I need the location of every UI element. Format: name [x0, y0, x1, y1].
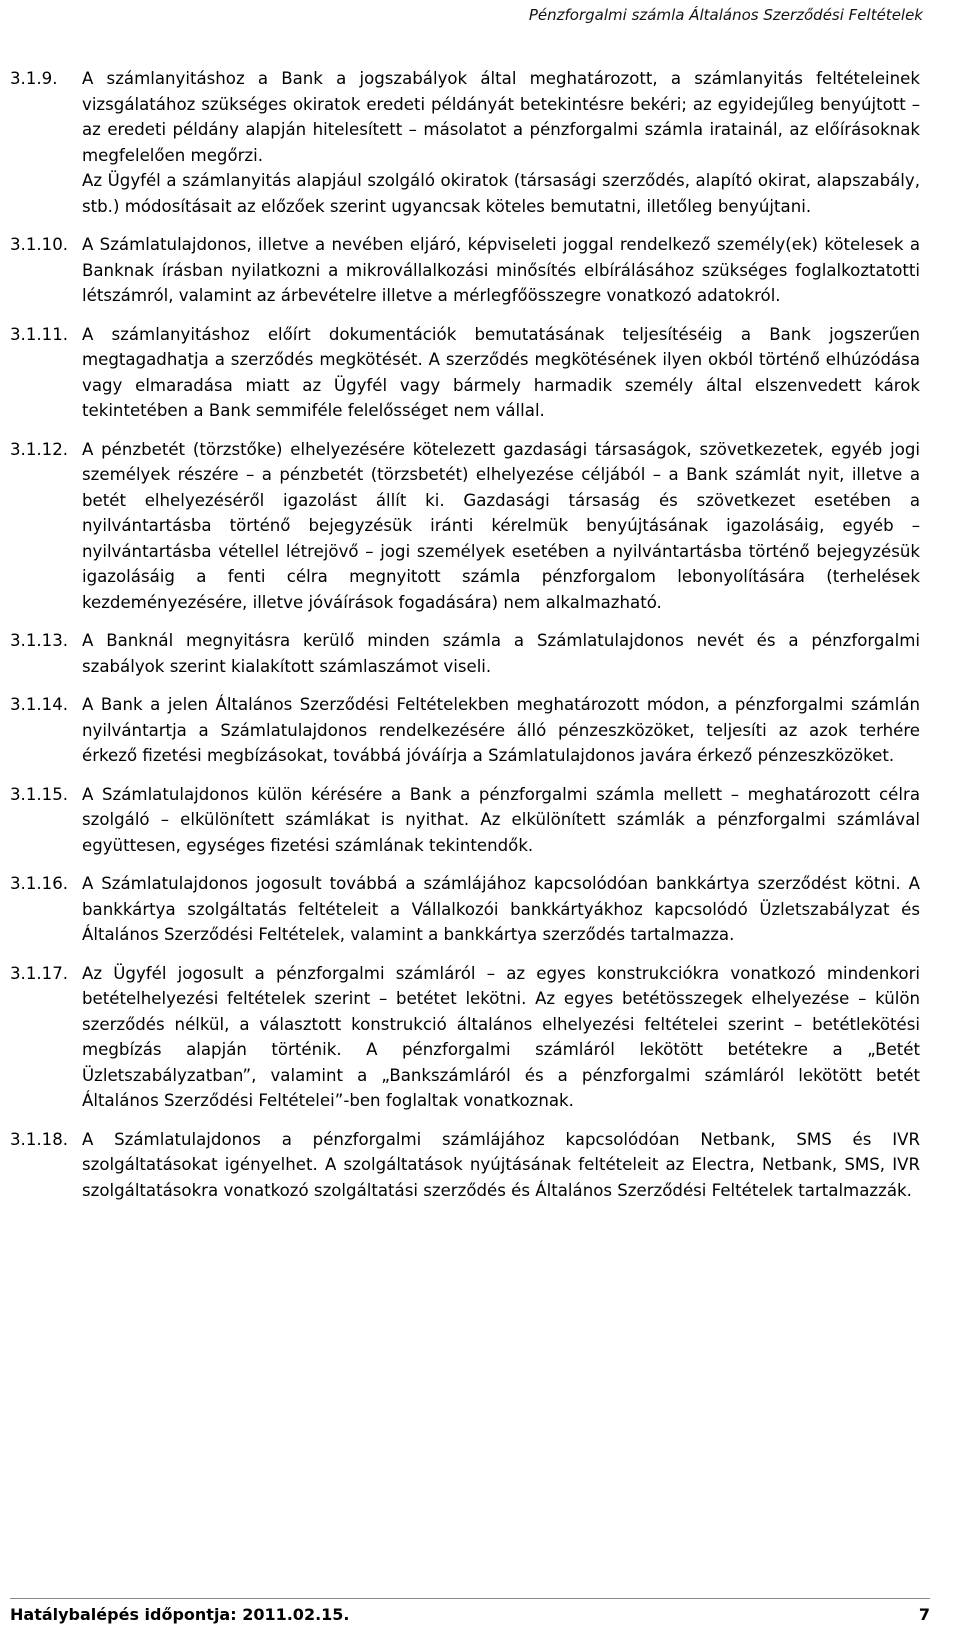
paragraph: A Bank a jelen Általános Szerződési Feltételekben meghatározott módon, a pénzforgalmi számlán nyilvántartja a Számlatulajdonos rendelkezésére álló pénzeszközöket, teljesíti az azok terhére érkező fizetési megbízásokat, továbbá jóváírja a Számlatulajdonos javára érkező pénzeszközöket. [82, 695, 920, 765]
section-3-1-16 [10, 871, 920, 948]
section-3-1-18 [10, 1127, 920, 1204]
section-3-1-17 [10, 961, 920, 1114]
section-3-1-11 [10, 322, 920, 424]
section-number: 3.1.10. [10, 235, 69, 254]
section-number: 3.1.16. [10, 874, 69, 893]
section-text [82, 628, 920, 679]
effective-date: Hatálybalépés időpontja: 2011.02.15. [10, 1605, 350, 1624]
section-number: 3.1.14. [10, 695, 69, 714]
section-text [82, 232, 920, 309]
section-text [82, 322, 920, 424]
paragraph: A Számlatulajdonos külön kérésére a Bank a pénzforgalmi számla mellett – meghatározott célra szolgáló – elkülönített számlákat is nyithat. Az elkülönített számlák a pénzforgalmi számlával együttesen, egységes fizetési számlának tekintendők. [82, 784, 920, 855]
section-3-1-9 [10, 66, 920, 219]
paragraph: A számlanyitáshoz a Bank a jogszabályok által meghatározott, a számlanyitás feltételeinek vizsgálatához szükséges okiratok eredeti példányát betekintésre bekéri; az egyidejűleg benyújtott – az eredeti példány alapján hitelesített – másolatot a pénzforgalmi számla iratainál, az előírásoknak megfelelően megőrzi. [82, 69, 920, 165]
paragraph: A Banknál megnyitásra kerülő minden számla a Számlatulajdonos nevét és a pénzforgalmi szabályok szerint kialakított számlaszámot viseli. [82, 631, 920, 676]
paragraph: A Számlatulajdonos, illetve a nevében eljáró, képviseleti joggal rendelkező személy(ek) kötelesek a Banknak írásban nyilatkozni a mikrovállalkozási minősítés elbírálásához szükséges foglalkoztatotti létszámról, valamint az árbevételre illetve a mérlegfőösszegre vonatkozó adatokról. [82, 235, 920, 305]
section-number: 3.1.15. [10, 784, 69, 804]
section-text [82, 871, 920, 948]
section-number: 3.1.18. [10, 1129, 69, 1149]
section-text [82, 961, 920, 1114]
section-3-1-12 [10, 437, 920, 616]
section-text [82, 1127, 920, 1204]
page-number: 7 [918, 1605, 930, 1624]
section-text [82, 66, 920, 219]
section-3-1-13 [10, 628, 920, 679]
paragraph: A Számlatulajdonos jogosult továbbá a számlájához kapcsolódóan bankkártya szerződést kötni. A bankkártya szolgáltatás feltételeit a Vállalkozói bankkártyákhoz kapcsolódó Üzletszabályzat és Általános Szerződési Feltételek, valamint a bankkártya szerződés tartalmazza. [82, 874, 920, 944]
section-3-1-10 [10, 232, 920, 309]
section-number: 3.1.11. [10, 324, 69, 344]
paragraph: Az Ügyfél a számlanyitás alapjául szolgáló okiratok (társasági szerződés, alapító okirat, alapszabály, stb.) módosításait az előzőek szerint ugyancsak köteles bemutatni, illetőleg benyújtani. [82, 171, 920, 216]
section-3-1-14 [10, 692, 920, 769]
section-number: 3.1.9. [10, 69, 58, 88]
document-body [10, 66, 920, 1216]
paragraph: A pénzbetét (törzstőke) elhelyezésére kötelezett gazdasági társaságok, szövetkezetek, egyéb jogi személyek részére – a pénzbetét (törzsbetét) elhelyezése céljából – a Bank számlát nyit, illetve a betét elhelyezéséről igazolást állít ki. Gazdasági társaság és szövetkezet esetében a nyilvántartásba történő bejegyzésük iránti kérelmük benyújtásának igazolásáig, egyéb – nyilvántartásba vétellel létrejövő – jogi személyek esetében a nyilvántartásba történő bejegyzésük igazolásáig a fenti célra megnyitott számla pénzforgalom lebonyolítására (terhelések kezdeményezésére, illetve jóváírások fogadására) nem alkalmazható. [82, 439, 920, 612]
section-text [82, 782, 920, 859]
paragraph: A számlanyitáshoz előírt dokumentációk bemutatásának teljesítéséig a Bank jogszerűen megtagadhatja a szerződés megkötését. A szerződés megkötésének ilyen okból történő elhúzódása vagy elmaradása miatt az Ügyfél vagy bármely harmadik személy által elszenvedett károk tekintetében a Bank semmiféle felelősséget nem vállal. [82, 324, 920, 420]
section-3-1-15 [10, 782, 920, 859]
page-footer [10, 1598, 930, 1624]
section-number: 3.1.12. [10, 439, 69, 459]
paragraph: Az Ügyfél jogosult a pénzforgalmi számláról – az egyes konstrukciókra vonatkozó mindenkori betételhelyezési feltételek szerint – betétet lekötni. Az egyes betétösszegek elhelyezése – külön szerződés nélkül, a választott konstrukció általános elhelyezési feltételei szerint – betétlekötési megbízás alapján történik. A pénzforgalmi számláról lekötött betétekre a „Betét Üzletszabályzatban”, valamint a „Bankszámláról és a pénzforgalmi számláról lekötött betét Általános Szerződési Feltételei”-ben foglaltak vonatkoznak. [82, 963, 920, 1110]
paragraph: A Számlatulajdonos a pénzforgalmi számlájához kapcsolódóan Netbank, SMS és IVR szolgáltatásokat igényelhet. A szolgáltatások nyújtásának feltételeit az Electra, Netbank, SMS, IVR szolgáltatásokra vonatkozó szolgáltatási szerződés és Általános Szerződési Feltételek tartalmazzák. [82, 1129, 920, 1200]
section-text [82, 437, 920, 616]
section-number: 3.1.13. [10, 631, 69, 650]
section-text [82, 692, 920, 769]
page-header: Pénzforgalmi számla Általános Szerződési Feltételek [528, 6, 923, 24]
section-number: 3.1.17. [10, 963, 69, 983]
